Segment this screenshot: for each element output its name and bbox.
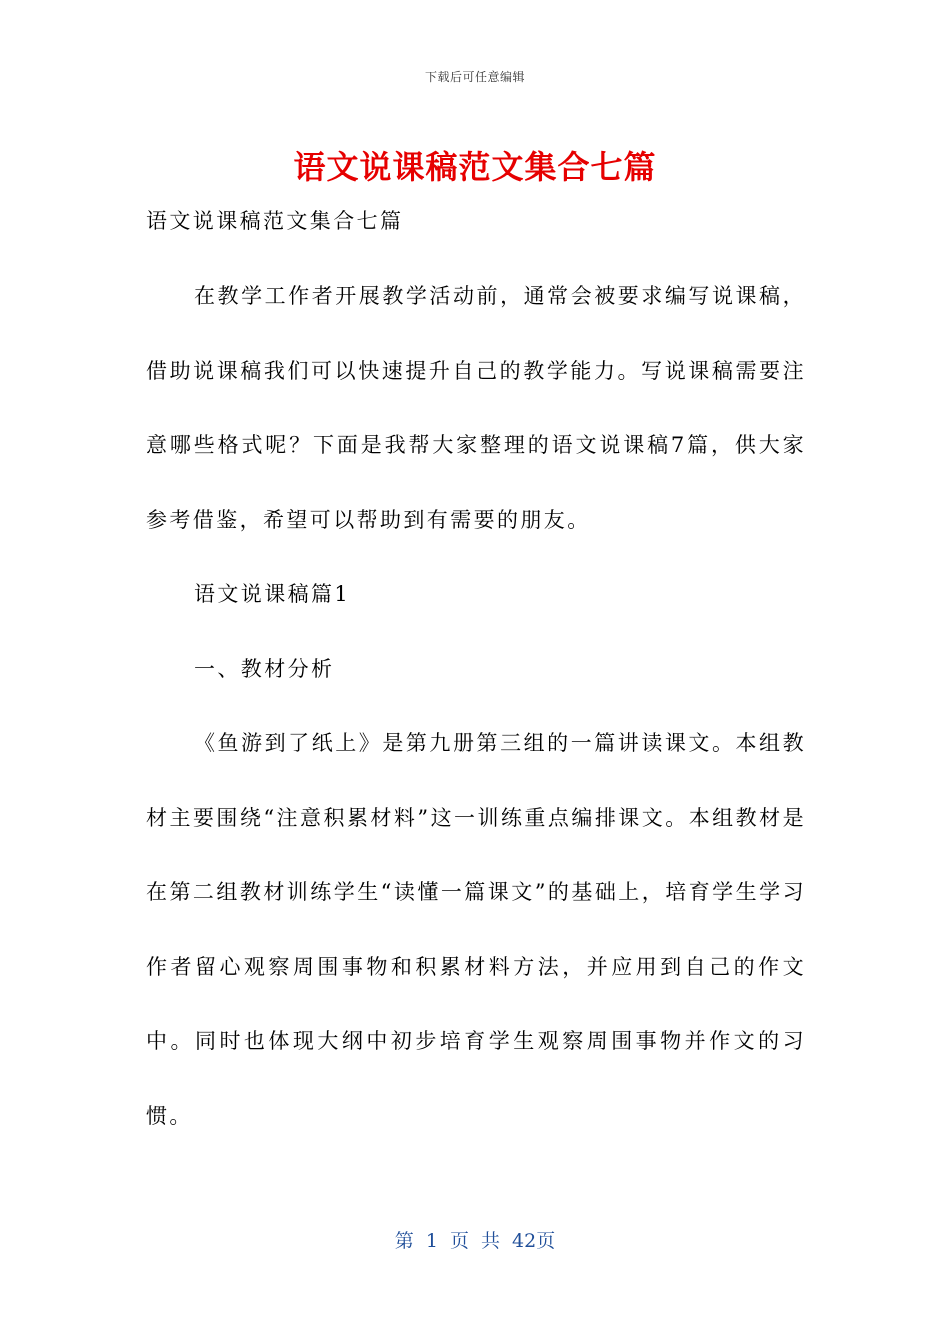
document-subtitle: 语文说课稿范文集合七篇 <box>146 209 404 233</box>
page-number: 第 1 页 共 42页 <box>394 1230 556 1252</box>
document-title: 语文说课稿范文集合七篇 <box>293 148 657 186</box>
section-heading: 语文说课稿篇1 <box>194 582 351 606</box>
header-note: 下载后可任意编辑 <box>424 70 525 84</box>
body-paragraph: 《鱼游到了纸上》是第九册第三组的一篇讲读课文。本组教材主要围绕“注意积累材料”这一训练重点编排课文。本组教材是在第二组教材训练学生“读懂一篇课文”的基础上，培育学生学习作者留心观察周围事物和积累材料方法，并应用到自己的作文中。同时也体现大纲中初步培育学生观察周围事物并作文的习惯。 <box>146 731 806 1128</box>
intro-paragraph: 在教学工作者开展教学活动前，通常会被要求编写说课稿，借助说课稿我们可以快速提升自己的教学能力。写说课稿需要注意哪些格式呢？下面是我帮大家整理的语文说课稿7篇，供大家参考借鉴，希望可以帮助到有需要的朋友。 <box>146 284 806 532</box>
subsection-heading: 一、教材分析 <box>194 656 335 681</box>
document-body <box>146 259 806 1153</box>
